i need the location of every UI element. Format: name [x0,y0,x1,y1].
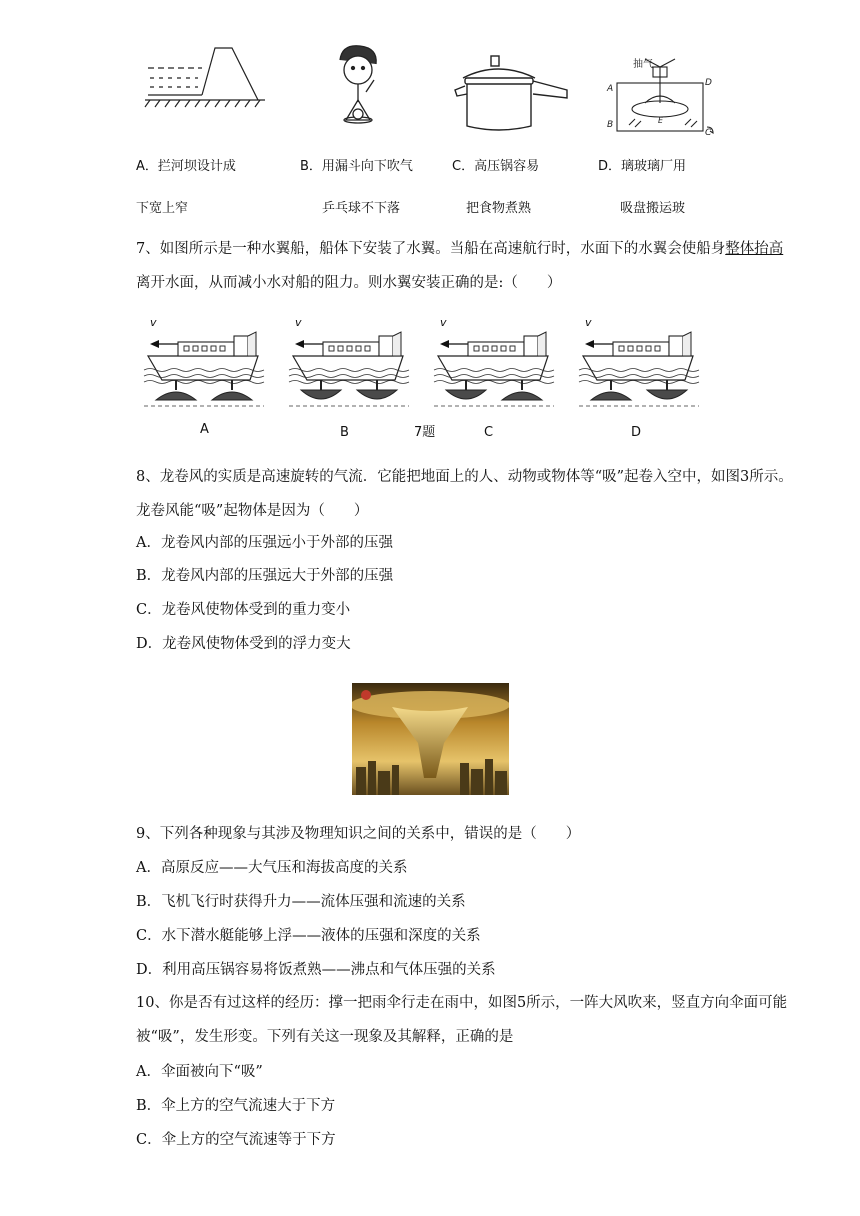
boat-label-c: C [484,425,494,440]
hydrofoil [502,392,542,400]
caption-a-line1: A．拦河坝设计成 [136,159,236,174]
svg-text:C: C [705,128,712,138]
question-8-text: 8、龙卷风的实质是高速旋转的气流．它能把地面上的人、动物或物体等“吸”起卷入空中，如图3所示。龙卷风能“吸”起物体是因为（ ） [136,469,793,519]
boat-label-a: A [200,422,209,437]
caption-b-line1: B．用漏斗向下吹气 [300,159,413,174]
question-7-text: 7、如图所示是一种水翼船，船体下安装了水翼。当船在高速航行时，水面下的水翼会使船身整体抬高离开水面，从而减小水对船的阻力。则水翼安装正确的是:（ ） [136,241,784,291]
hydrofoil [156,392,196,400]
caption-d-line1: D．璃玻璃厂用 [598,159,687,174]
q10-option-c: C．伞上方的空气流速等于下方 [136,1132,336,1148]
hydrofoil [212,392,252,400]
q9-option-b: B．飞机飞行时获得升力——流体压强和流速的关系 [136,894,466,910]
q9-option-a: A．高原反应——大气压和海拔高度的关系 [136,860,408,876]
caption-c-line2: 把食物煮熟 [466,201,532,216]
boat-a [144,316,264,406]
hydrofoil [446,390,486,399]
tornado-image [352,683,509,795]
question-10-text: 10、你是否有过这样的经历：撑一把雨伞行走在雨中，如图5所示，一阵大风吹来，竖直方向伞面可能被“吸”，发生形变。下列有关这一现象及其解释，正确的是 [136,995,788,1045]
boat-d [579,316,699,406]
velocity-label: v [440,316,447,329]
svg-text:E: E [658,116,664,125]
caption-c-line1: C．高压锅容易 [452,159,540,174]
q8-option-a: A．龙卷风内部的压强远小于外部的压强 [136,535,393,551]
hydrofoil [357,390,397,399]
velocity-label: v [585,316,592,329]
figure-7-caption: 7题 [414,425,436,440]
caption-d-line2: 吸盘搬运玻 [620,201,686,216]
q8-option-c: C．龙卷风使物体受到的重力变小 [136,602,351,618]
figure-dam [140,40,270,135]
figure-funnel [318,40,408,135]
velocity-label: v [295,316,302,329]
figure-pressure-cooker [445,48,575,138]
q8-option-b: B．龙卷风内部的压强远大于外部的压强 [136,568,394,584]
boat-c [434,316,554,406]
figure-suction-cup [605,45,725,140]
q10-option-b: B．伞上方的空气流速大于下方 [136,1098,336,1114]
q9-option-c: C．水下潜水艇能够上浮——液体的压强和深度的关系 [136,928,481,944]
svg-text:A: A [607,84,614,94]
svg-text:D: D [705,78,712,88]
hydrofoil [591,392,631,400]
boat-label-b: B [340,425,349,440]
caption-a-line2: 下宽上窄 [136,201,189,216]
boat-b [289,316,409,406]
hydrofoil [301,390,341,399]
question-9-text: 9、下列各种现象与其涉及物理知识之间的关系中，错误的是（ ） [136,826,581,842]
caption-b-line2: 乒乓球不下落 [322,201,401,216]
boat-label-d: D [631,425,642,440]
pump-label: 抽气 [633,59,653,70]
svg-text:B: B [607,120,614,130]
hydrofoil [647,390,687,399]
q10-option-a: A．伞面被向下“吸” [136,1064,263,1080]
q9-option-d: D．利用高压锅容易将饭煮熟——沸点和气体压强的关系 [136,962,496,978]
underlined-phrase: 整体抬高 [725,241,784,257]
q8-option-d: D．龙卷风使物体受到的浮力变大 [136,636,351,652]
velocity-label: v [150,316,157,329]
